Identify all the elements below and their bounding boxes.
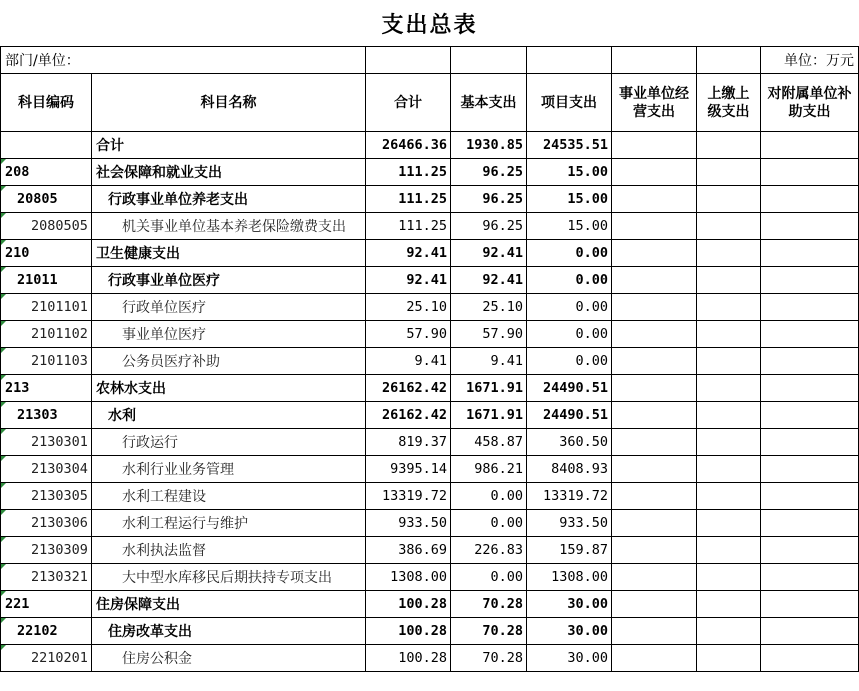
cell-project[interactable]: 15.00 — [527, 159, 612, 186]
cell-code[interactable]: 2130301 — [1, 429, 92, 456]
cell-basic[interactable]: 1671.91 — [451, 375, 527, 402]
cell-empty[interactable] — [612, 483, 697, 510]
cell-basic[interactable]: 1671.91 — [451, 402, 527, 429]
cell-project[interactable]: 24490.51 — [527, 402, 612, 429]
cell-empty[interactable] — [697, 564, 761, 591]
cell-name[interactable]: 公务员医疗补助 — [92, 348, 366, 375]
cell-total[interactable]: 25.10 — [366, 294, 451, 321]
dept-label[interactable]: 部门/单位： — [1, 47, 366, 74]
table-row — [1, 564, 859, 591]
cell-empty[interactable] — [612, 645, 697, 672]
cell-total[interactable]: 26466.36 — [366, 132, 451, 159]
cell-basic[interactable]: 986.21 — [451, 456, 527, 483]
cell-project[interactable]: 0.00 — [527, 348, 612, 375]
header-name[interactable]: 科目名称 — [92, 74, 366, 132]
expenditure-table — [0, 46, 859, 672]
cell-total[interactable]: 111.25 — [366, 159, 451, 186]
cell-code[interactable]: 2210201 — [1, 645, 92, 672]
cell-empty[interactable] — [697, 348, 761, 375]
table-row — [1, 375, 859, 402]
cell-basic[interactable]: 92.41 — [451, 267, 527, 294]
cell-basic[interactable]: 57.90 — [451, 321, 527, 348]
cell-basic[interactable]: 92.41 — [451, 240, 527, 267]
cell-empty[interactable] — [697, 537, 761, 564]
cell-code[interactable]: 2080505 — [1, 213, 92, 240]
header-total[interactable]: 合计 — [366, 74, 451, 132]
cell-name[interactable]: 水利行业业务管理 — [92, 456, 366, 483]
cell-basic[interactable]: 96.25 — [451, 186, 527, 213]
cell-total[interactable]: 13319.72 — [366, 483, 451, 510]
cell-basic[interactable]: 0.00 — [451, 483, 527, 510]
cell-code[interactable]: 221 — [1, 591, 92, 618]
header-code[interactable]: 科目编码 — [1, 74, 92, 132]
cell-empty[interactable] — [697, 429, 761, 456]
cell-project[interactable]: 15.00 — [527, 213, 612, 240]
cell-empty[interactable] — [697, 510, 761, 537]
header-business[interactable]: 事业单位经营支出 — [612, 74, 697, 132]
cell-empty[interactable] — [761, 510, 859, 537]
cell-name[interactable]: 行政事业单位养老支出 — [92, 186, 366, 213]
cell-code[interactable]: 2101101 — [1, 294, 92, 321]
header-basic[interactable]: 基本支出 — [451, 74, 527, 132]
table-row — [1, 537, 859, 564]
cell-name[interactable]: 水利工程运行与维护 — [92, 510, 366, 537]
cell-empty[interactable] — [697, 483, 761, 510]
cell-empty[interactable] — [697, 240, 761, 267]
cell-total[interactable]: 1308.00 — [366, 564, 451, 591]
cell-code[interactable]: 22102 — [1, 618, 92, 645]
cell-code[interactable]: 2130305 — [1, 483, 92, 510]
cell-project[interactable]: 159.87 — [527, 537, 612, 564]
cell-total[interactable]: 92.41 — [366, 267, 451, 294]
cell-project[interactable]: 24490.51 — [527, 375, 612, 402]
cell-total[interactable]: 819.37 — [366, 429, 451, 456]
cell-project[interactable]: 1308.00 — [527, 564, 612, 591]
cell-empty[interactable] — [761, 456, 859, 483]
cell-name[interactable]: 机关事业单位基本养老保险缴费支出 — [92, 213, 366, 240]
cell-empty[interactable] — [612, 240, 697, 267]
cell-project[interactable]: 0.00 — [527, 267, 612, 294]
cell-empty[interactable] — [697, 645, 761, 672]
cell-empty[interactable] — [612, 510, 697, 537]
cell-total[interactable]: 111.25 — [366, 213, 451, 240]
cell-empty[interactable] — [761, 186, 859, 213]
cell-code[interactable]: 210 — [1, 240, 92, 267]
cell-project[interactable]: 0.00 — [527, 240, 612, 267]
cell-name[interactable]: 住房公积金 — [92, 645, 366, 672]
cell-code[interactable]: 21011 — [1, 267, 92, 294]
cell-code[interactable]: 2130321 — [1, 564, 92, 591]
cell-empty[interactable] — [612, 618, 697, 645]
table-row — [1, 510, 859, 537]
cell-code[interactable]: 2130309 — [1, 537, 92, 564]
cell-basic[interactable]: 25.10 — [451, 294, 527, 321]
cell-project[interactable]: 15.00 — [527, 186, 612, 213]
table-row — [1, 618, 859, 645]
cell-total[interactable]: 26162.42 — [366, 402, 451, 429]
cell-empty[interactable] — [612, 186, 697, 213]
cell-name[interactable]: 事业单位医疗 — [92, 321, 366, 348]
cell-name[interactable]: 行政事业单位医疗 — [92, 267, 366, 294]
cell-empty[interactable] — [612, 321, 697, 348]
table-row — [1, 591, 859, 618]
cell-empty[interactable] — [761, 591, 859, 618]
cell-code[interactable]: 2130306 — [1, 510, 92, 537]
cell-empty[interactable] — [697, 402, 761, 429]
table-row — [1, 159, 859, 186]
cell-empty[interactable] — [761, 159, 859, 186]
cell-empty[interactable] — [761, 402, 859, 429]
cell-name[interactable]: 水利 — [92, 402, 366, 429]
cell-empty[interactable] — [761, 645, 859, 672]
cell-total[interactable]: 92.41 — [366, 240, 451, 267]
cell-project[interactable]: 0.00 — [527, 321, 612, 348]
cell-basic[interactable]: 1930.85 — [451, 132, 527, 159]
cell-empty[interactable] — [612, 213, 697, 240]
cell-empty[interactable] — [761, 429, 859, 456]
cell-empty[interactable] — [761, 618, 859, 645]
cell-empty[interactable] — [612, 537, 697, 564]
cell-empty[interactable] — [697, 321, 761, 348]
cell-project[interactable]: 30.00 — [527, 645, 612, 672]
cell-name[interactable]: 水利执法监督 — [92, 537, 366, 564]
cell-code[interactable]: 2130304 — [1, 456, 92, 483]
cell-name[interactable]: 行政单位医疗 — [92, 294, 366, 321]
table-row — [1, 267, 859, 294]
cell-empty[interactable] — [612, 375, 697, 402]
cell-empty[interactable] — [697, 186, 761, 213]
cell-basic[interactable]: 70.28 — [451, 645, 527, 672]
cell-total[interactable]: 100.28 — [366, 618, 451, 645]
cell-project[interactable]: 360.50 — [527, 429, 612, 456]
cell-total[interactable]: 100.28 — [366, 645, 451, 672]
cell-empty[interactable] — [612, 402, 697, 429]
table-row — [1, 294, 859, 321]
cell-code[interactable] — [1, 132, 92, 159]
cell-empty[interactable] — [761, 294, 859, 321]
cell-name[interactable]: 行政运行 — [92, 429, 366, 456]
cell-basic[interactable]: 96.25 — [451, 159, 527, 186]
table-row — [1, 348, 859, 375]
table-row — [1, 456, 859, 483]
cell-basic[interactable]: 458.87 — [451, 429, 527, 456]
table-row — [1, 132, 859, 159]
header-row — [1, 74, 859, 132]
cell-code[interactable]: 20805 — [1, 186, 92, 213]
cell-empty[interactable] — [697, 618, 761, 645]
cell-empty[interactable] — [761, 267, 859, 294]
cell-empty[interactable] — [697, 456, 761, 483]
cell-project[interactable]: 13319.72 — [527, 483, 612, 510]
cell-code[interactable]: 213 — [1, 375, 92, 402]
meta-row — [1, 47, 859, 74]
cell-empty[interactable] — [761, 375, 859, 402]
cell-empty[interactable] — [612, 267, 697, 294]
table-row — [1, 645, 859, 672]
table-row — [1, 186, 859, 213]
cell-basic[interactable]: 0.00 — [451, 510, 527, 537]
report-title: 支出总表 — [381, 12, 478, 38]
cell-empty[interactable] — [761, 564, 859, 591]
cell-empty[interactable] — [612, 132, 697, 159]
cell-project[interactable]: 24535.51 — [527, 132, 612, 159]
cell-empty[interactable] — [697, 132, 761, 159]
cell-project[interactable]: 8408.93 — [527, 456, 612, 483]
cell-total[interactable]: 9395.14 — [366, 456, 451, 483]
cell-total[interactable]: 26162.42 — [366, 375, 451, 402]
cell-basic[interactable]: 70.28 — [451, 618, 527, 645]
table-row — [1, 402, 859, 429]
cell-total[interactable]: 386.69 — [366, 537, 451, 564]
cell-code[interactable]: 2101103 — [1, 348, 92, 375]
cell-basic[interactable]: 70.28 — [451, 591, 527, 618]
cell-total[interactable]: 933.50 — [366, 510, 451, 537]
table-row — [1, 321, 859, 348]
cell-code[interactable]: 2101102 — [1, 321, 92, 348]
cell-empty[interactable] — [697, 267, 761, 294]
header-project[interactable]: 项目支出 — [527, 74, 612, 132]
cell-empty[interactable] — [761, 537, 859, 564]
cell-basic[interactable]: 226.83 — [451, 537, 527, 564]
header-subsidy[interactable]: 对附属单位补助支出 — [761, 74, 859, 132]
header-upper[interactable]: 上缴上级支出 — [697, 74, 761, 132]
cell-empty[interactable] — [761, 240, 859, 267]
cell-total[interactable]: 111.25 — [366, 186, 451, 213]
cell-name[interactable]: 农林水支出 — [92, 375, 366, 402]
cell-empty[interactable] — [761, 321, 859, 348]
table-row — [1, 240, 859, 267]
unit-label[interactable]: 单位：万元 — [761, 47, 859, 74]
cell-empty[interactable] — [761, 483, 859, 510]
cell-empty[interactable] — [612, 456, 697, 483]
cell-empty[interactable] — [612, 348, 697, 375]
table-row — [1, 213, 859, 240]
cell-empty[interactable] — [612, 564, 697, 591]
cell-name[interactable]: 大中型水库移民后期扶持专项支出 — [92, 564, 366, 591]
cell-name[interactable]: 社会保障和就业支出 — [92, 159, 366, 186]
cell-project[interactable]: 30.00 — [527, 591, 612, 618]
cell-project[interactable]: 0.00 — [527, 294, 612, 321]
cell-name[interactable]: 卫生健康支出 — [92, 240, 366, 267]
cell-basic[interactable]: 0.00 — [451, 564, 527, 591]
cell-empty[interactable] — [697, 375, 761, 402]
cell-name[interactable]: 水利工程建设 — [92, 483, 366, 510]
cell-empty[interactable] — [761, 213, 859, 240]
cell-name[interactable]: 合计 — [92, 132, 366, 159]
cell-name[interactable]: 住房改革支出 — [92, 618, 366, 645]
cell-project[interactable]: 933.50 — [527, 510, 612, 537]
cell-empty[interactable] — [697, 294, 761, 321]
cell-empty[interactable] — [612, 294, 697, 321]
cell-name[interactable]: 住房保障支出 — [92, 591, 366, 618]
cell-empty[interactable] — [697, 591, 761, 618]
cell-empty[interactable] — [697, 159, 761, 186]
cell-empty[interactable] — [612, 429, 697, 456]
table-row — [1, 483, 859, 510]
cell-code[interactable]: 21303 — [1, 402, 92, 429]
table-row — [1, 429, 859, 456]
cell-total[interactable]: 9.41 — [366, 348, 451, 375]
cell-basic[interactable]: 9.41 — [451, 348, 527, 375]
cell-basic[interactable]: 96.25 — [451, 213, 527, 240]
cell-empty[interactable] — [612, 159, 697, 186]
cell-empty[interactable] — [697, 213, 761, 240]
cell-total[interactable]: 57.90 — [366, 321, 451, 348]
cell-code[interactable]: 208 — [1, 159, 92, 186]
cell-total[interactable]: 100.28 — [366, 591, 451, 618]
cell-empty[interactable] — [761, 348, 859, 375]
cell-empty[interactable] — [612, 591, 697, 618]
cell-project[interactable]: 30.00 — [527, 618, 612, 645]
cell-empty[interactable] — [761, 132, 859, 159]
